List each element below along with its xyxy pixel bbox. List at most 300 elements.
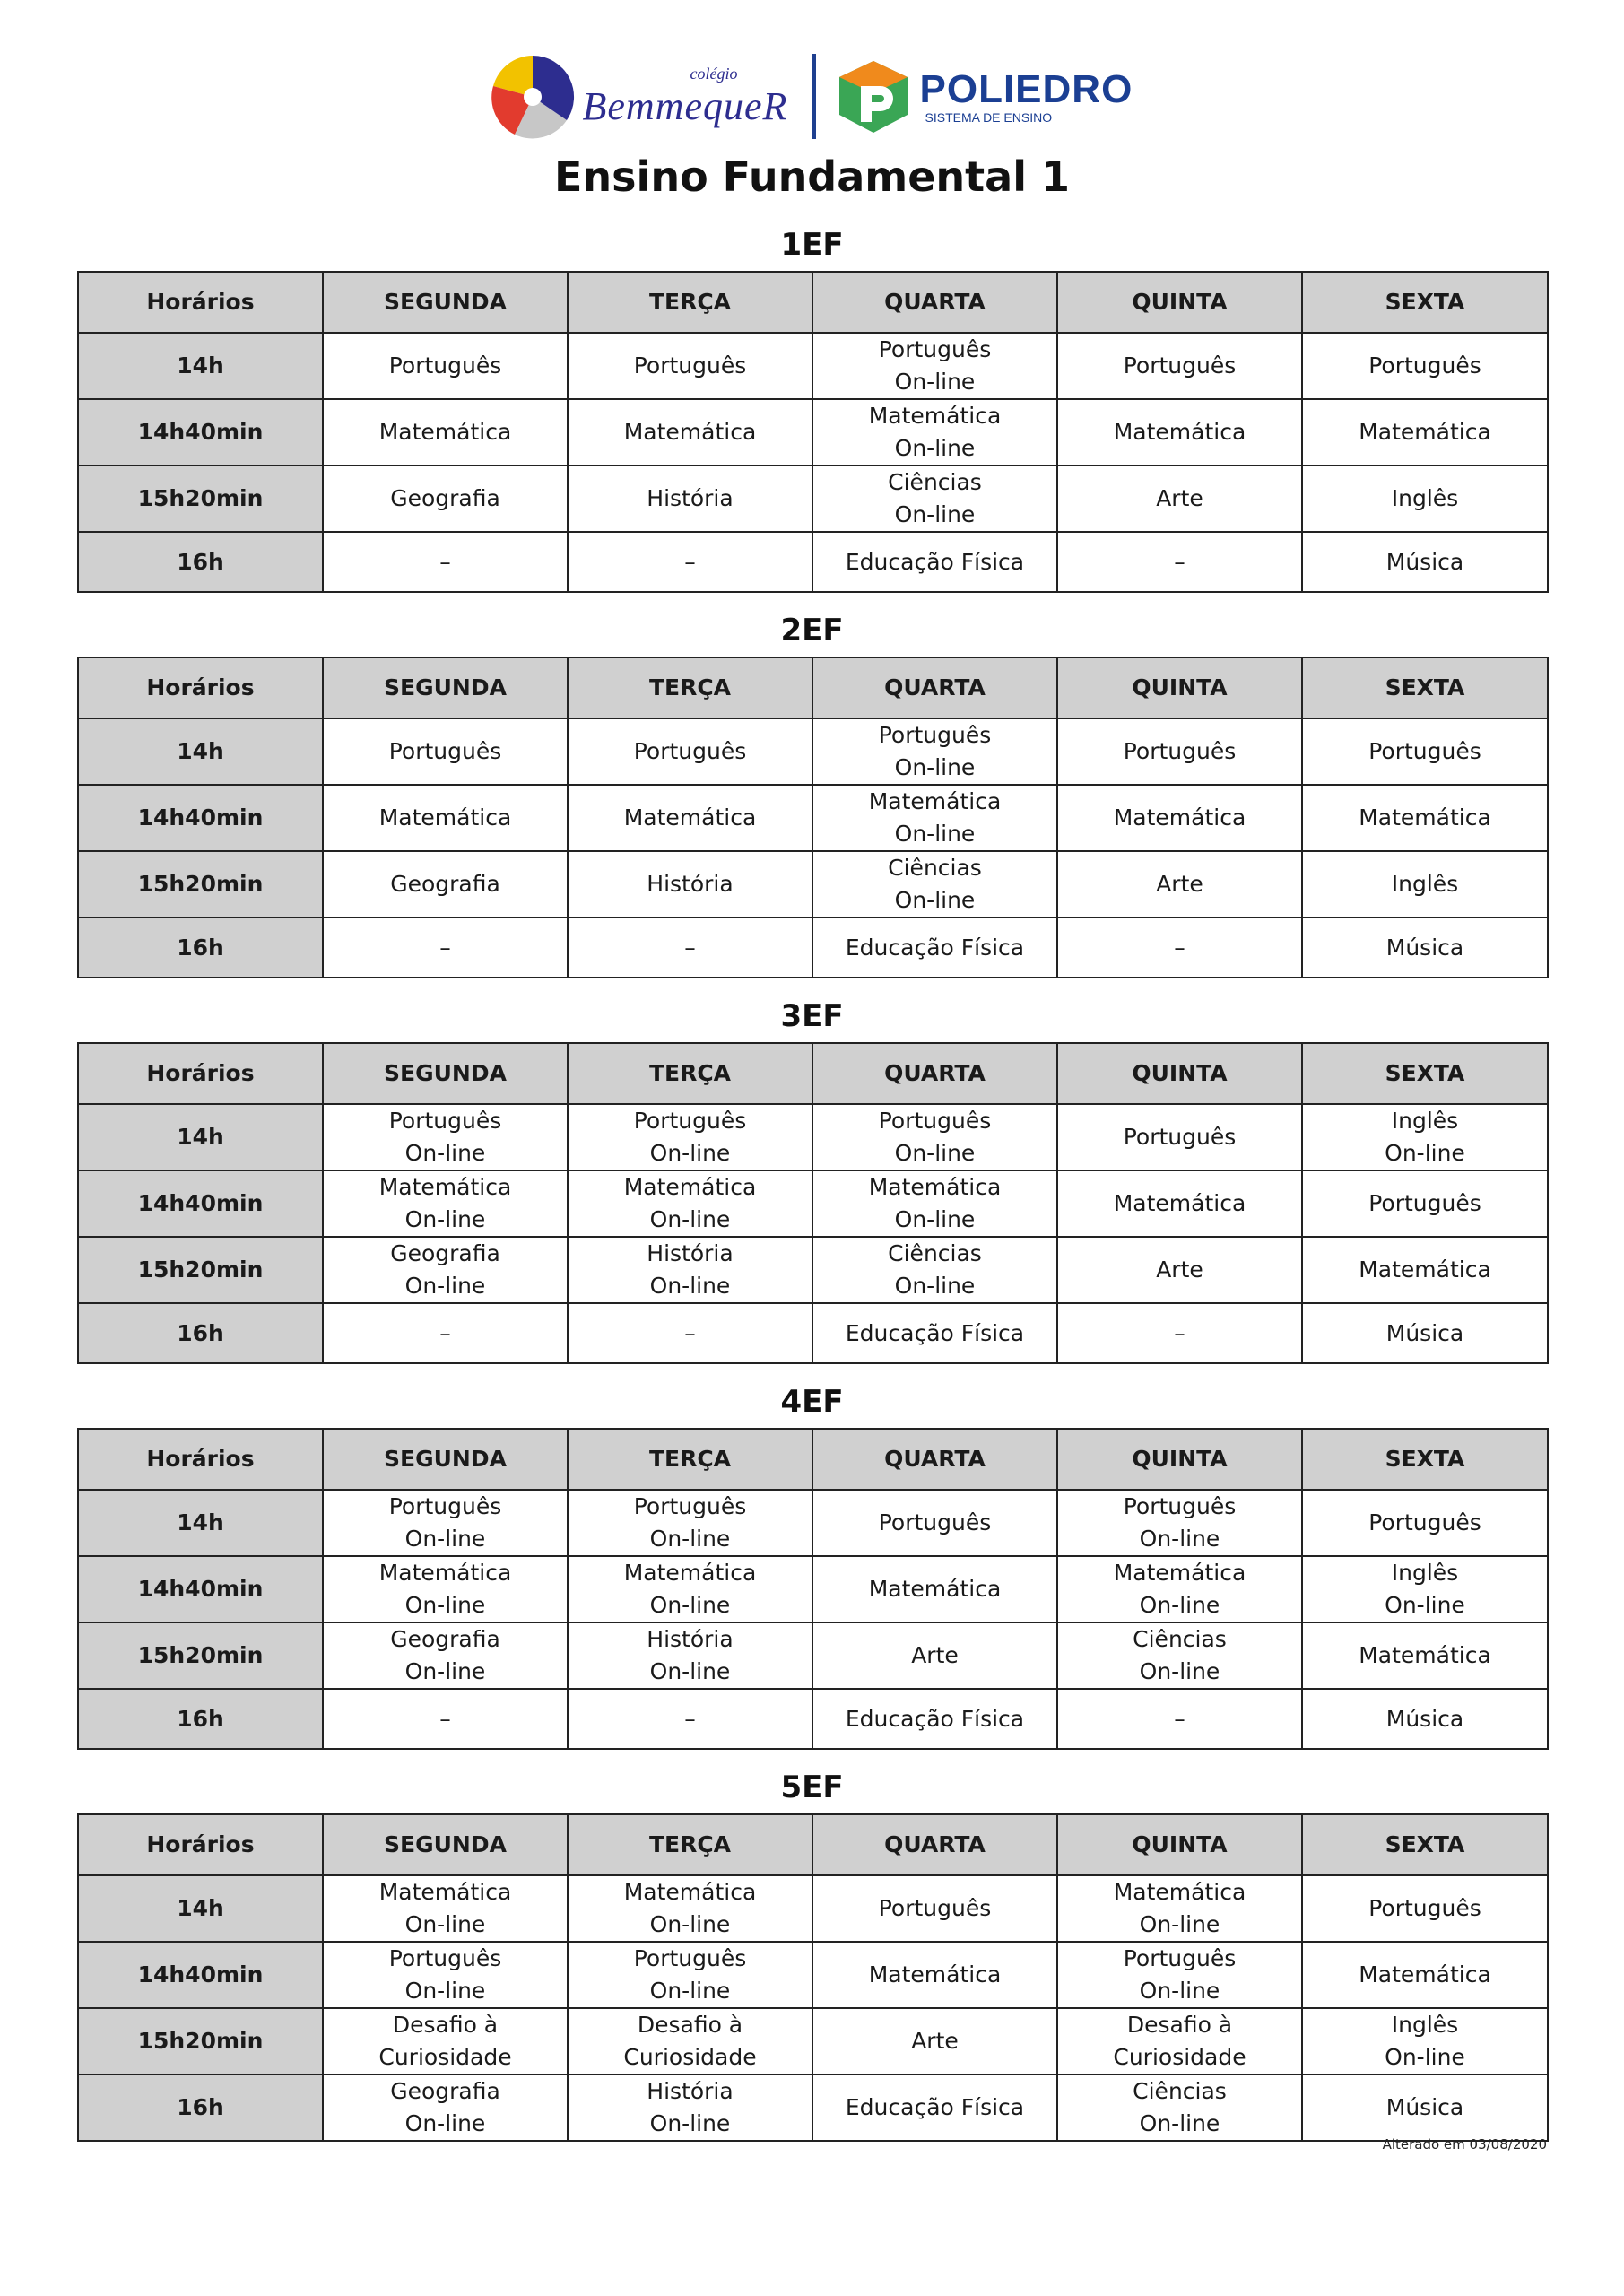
modality-text: Curiosidade [378,2044,512,2070]
class-cell [568,1170,812,1237]
subject-text: Inglês [1391,485,1459,511]
subject-text: Música [1385,934,1464,961]
class-cell [1302,1490,1548,1556]
subject-text: Música [1385,2094,1464,2120]
time-slot: 15h20min [78,2008,323,2074]
class-cell [1302,333,1548,399]
modality-text: On-line [404,1526,486,1552]
subject-text: Desafio à [637,2012,743,2038]
subject-text: Matemática [868,788,1002,814]
column-header-time: Horários [78,1814,323,1875]
subject-text: Português [1123,1124,1237,1150]
subject-text: Matemática [868,403,1002,429]
subject-text: Português [1368,1190,1481,1216]
subject-text: Português [633,738,747,764]
class-cell [323,1104,568,1170]
class-cell [323,1490,568,1556]
subject-text: Ciências [1133,2078,1227,2104]
table-row [78,851,1548,918]
class-cell [1302,1875,1548,1942]
column-header-time: Horários [78,1429,323,1490]
table-row [78,1104,1548,1170]
class-cell [812,333,1057,399]
table-row [78,1875,1548,1942]
class-cell [1057,851,1302,918]
class-cell [568,1622,812,1689]
table-row [78,1170,1548,1237]
subject-text: Inglês [1391,1108,1459,1134]
class-cell [812,1689,1057,1749]
subject-text: Matemática [378,1174,512,1200]
subject-text: Arte [911,1642,959,1668]
class-cell [1057,532,1302,592]
class-cell [1057,333,1302,399]
modality-text: On-line [1139,1526,1220,1552]
subject-text: Inglês [1391,871,1459,897]
column-header-day: QUINTA [1057,657,1302,718]
table-row [78,1942,1548,2008]
subject-text: – [439,1319,451,1346]
section-title: 5EF [780,1770,844,1805]
subject-text: Matemática [623,1174,757,1200]
poliedro-logo [836,39,1141,155]
modality-text: On-line [404,1273,486,1299]
header-row [78,1429,1548,1490]
subject-text: – [684,934,696,961]
class-cell [1302,1556,1548,1622]
table-row [78,399,1548,465]
modality-text: On-line [894,887,976,913]
subject-text: Geografia [390,1626,500,1652]
header-row [78,657,1548,718]
subject-text: Educação Física [845,548,1025,575]
class-cell [1057,465,1302,532]
time-slot: 14h [78,1104,323,1170]
column-header-day: QUARTA [812,657,1057,718]
subject-text: Matemática [1359,1257,1491,1283]
subject-text: – [684,1705,696,1732]
subject-text: – [684,548,696,575]
class-cell [1302,1689,1548,1749]
header-row [78,1814,1548,1875]
table-row [78,2008,1548,2074]
subject-text: Inglês [1391,1560,1459,1586]
class-cell [323,1303,568,1363]
subject-text: Matemática [623,419,757,445]
modality-text: On-line [404,1592,486,1618]
time-slot: 14h40min [78,1942,323,2008]
class-cell [568,1875,812,1942]
column-header-day: QUARTA [812,1429,1057,1490]
class-cell [812,1303,1057,1363]
time-slot: 15h20min [78,1237,323,1303]
class-cell [323,1622,568,1689]
time-slot: 16h [78,918,323,978]
class-cell [1057,1942,1302,2008]
modality-text: On-line [649,1978,731,2004]
class-cell [1302,2074,1548,2141]
subject-text: Educação Física [845,934,1025,961]
class-cell [1302,1170,1548,1237]
subject-text: Geografia [390,485,500,511]
column-header-day: SEGUNDA [323,1814,568,1875]
time-slot: 15h20min [78,465,323,532]
class-cell [1057,1689,1302,1749]
poliedro-p-icon [836,59,911,135]
column-header-day: QUINTA [1057,272,1302,333]
column-header-day: QUINTA [1057,1814,1302,1875]
column-header-day: SEXTA [1302,1043,1548,1104]
time-slot: 14h [78,1490,323,1556]
class-cell [323,1689,568,1749]
modality-text: On-line [649,1592,731,1618]
subject-text: Ciências [888,1240,982,1266]
subject-text: – [1174,934,1185,961]
class-cell [1302,2008,1548,2074]
column-header-day: QUARTA [812,1814,1057,1875]
section-title: 1EF [780,227,844,263]
time-slot: 15h20min [78,1622,323,1689]
table-row [78,2074,1548,2141]
class-cell [812,532,1057,592]
subject-text: Matemática [1113,1190,1246,1216]
subject-text: Geografia [390,871,500,897]
class-cell [323,718,568,785]
class-cell [812,1237,1057,1303]
subject-text: Português [388,352,502,378]
class-cell [568,532,812,592]
class-cell [812,2008,1057,2074]
modality-text: On-line [1139,2110,1220,2136]
time-slot: 14h [78,718,323,785]
class-cell [1057,1490,1302,1556]
subject-text: Português [1368,1895,1481,1921]
class-cell [1057,918,1302,978]
table-row [78,1556,1548,1622]
subject-text: Matemática [378,419,512,445]
subject-text: Matemática [378,1879,512,1905]
subject-text: – [1174,548,1185,575]
subject-text: Português [633,1945,747,1971]
class-cell [1057,718,1302,785]
class-cell [1057,1622,1302,1689]
column-header-day: TERÇA [568,1814,812,1875]
class-cell [1302,718,1548,785]
logo-left-big: BemmequeR [582,83,788,128]
column-header-time: Horários [78,1043,323,1104]
subject-text: Ciências [888,469,982,495]
table-row [78,1303,1548,1363]
table-row [78,333,1548,399]
column-header-day: SEGUNDA [323,1043,568,1104]
column-header-day: TERÇA [568,657,812,718]
subject-text: Matemática [1113,804,1246,831]
class-cell [1302,1303,1548,1363]
subject-text: Português [1368,738,1481,764]
modality-text: On-line [1139,1592,1220,1618]
subject-text: Português [388,738,502,764]
class-cell [1302,1104,1548,1170]
subject-text: Geografia [390,1240,500,1266]
subject-text: Português [1123,1493,1237,1519]
subject-text: Desafio à [1126,2012,1233,2038]
modality-text: On-line [649,1526,731,1552]
subject-text: Inglês [1391,2012,1459,2038]
subject-text: Português [1368,1509,1481,1535]
class-cell [812,1942,1057,2008]
class-cell [568,1490,812,1556]
logo-bar [484,36,1143,157]
time-slot: 14h40min [78,1170,323,1237]
subject-text: Português [1123,738,1237,764]
class-cell [812,1875,1057,1942]
subject-text: Ciências [888,855,982,881]
subject-text: Matemática [1113,1879,1246,1905]
time-slot: 16h [78,1303,323,1363]
subject-text: Geografia [390,2078,500,2104]
modality-text: On-line [404,2110,486,2136]
time-slot: 14h40min [78,399,323,465]
class-cell [568,1237,812,1303]
class-cell [323,1556,568,1622]
class-cell [1057,1104,1302,1170]
bemmequer-flower-icon [488,52,578,142]
class-cell [812,1170,1057,1237]
class-cell [812,1104,1057,1170]
subject-text: – [439,548,451,575]
subject-text: Português [878,1509,992,1535]
class-cell [568,1689,812,1749]
table-row [78,718,1548,785]
modality-text: On-line [649,1206,731,1232]
subject-text: Português [1123,1945,1237,1971]
subject-text: Arte [1156,1257,1203,1283]
modality-text: On-line [649,1140,731,1166]
time-slot: 15h20min [78,851,323,918]
class-cell [323,1875,568,1942]
subject-text: Português [1123,352,1237,378]
class-cell [323,851,568,918]
subject-text: Português [388,1493,502,1519]
column-header-day: SEGUNDA [323,272,568,333]
class-cell [1302,1622,1548,1689]
schedule-table [77,1042,1549,1364]
class-cell [568,718,812,785]
modality-text: On-line [1385,2044,1465,2070]
table-row [78,785,1548,851]
class-cell [1057,1237,1302,1303]
column-header-day: SEXTA [1302,657,1548,718]
column-header-day: QUARTA [812,272,1057,333]
subject-text: – [1174,1319,1185,1346]
modality-text: On-line [404,1911,486,1937]
class-cell [812,1490,1057,1556]
class-cell [812,1556,1057,1622]
subject-text: Música [1385,1319,1464,1346]
class-cell [812,718,1057,785]
schedule-table [77,271,1549,593]
logo-right-small: SISTEMA DE ENSINO [925,109,1053,125]
column-header-time: Horários [78,272,323,333]
class-cell [1302,1942,1548,2008]
class-cell [568,2074,812,2141]
section-title: 4EF [780,1384,844,1420]
class-cell [568,1303,812,1363]
bemmequer-logo [488,39,793,155]
time-slot: 16h [78,2074,323,2141]
subject-text: – [439,1705,451,1732]
subject-text: Arte [911,2028,959,2054]
class-cell [812,851,1057,918]
class-cell [1302,785,1548,851]
class-cell [323,465,568,532]
class-cell [323,333,568,399]
modality-text: On-line [894,501,976,527]
class-cell [323,532,568,592]
subject-text: Português [878,1895,992,1921]
subject-text: Matemática [623,1879,757,1905]
column-header-day: TERÇA [568,1043,812,1104]
column-header-day: SEXTA [1302,1814,1548,1875]
subject-text: Português [1368,352,1481,378]
class-cell [323,918,568,978]
class-cell [323,1170,568,1237]
subject-text: Português [633,1108,747,1134]
class-cell [812,918,1057,978]
logo-right-big: POLIEDRO [919,66,1133,111]
section-title: 3EF [780,998,844,1034]
subject-text: Matemática [1359,804,1491,831]
class-cell [1057,785,1302,851]
class-cell [1302,465,1548,532]
class-cell [568,2008,812,2074]
subject-text: Matemática [868,1576,1002,1602]
subject-text: História [647,871,734,897]
subject-text: Educação Física [845,1705,1025,1732]
subject-text: Matemática [623,804,757,831]
class-cell [1057,1170,1302,1237]
subject-text: Ciências [1133,1626,1227,1652]
modality-text: On-line [404,1978,486,2004]
subject-text: Português [388,1945,502,1971]
column-header-day: QUINTA [1057,1043,1302,1104]
table-row [78,532,1548,592]
column-header-day: TERÇA [568,1429,812,1490]
class-cell [812,785,1057,851]
modality-text: On-line [649,1911,731,1937]
class-cell [1302,532,1548,592]
subject-text: Português [878,1108,992,1134]
modality-text: On-line [1139,1658,1220,1684]
modality-text: On-line [1139,1911,1220,1937]
class-cell [1302,918,1548,978]
modality-text: On-line [894,369,976,395]
class-cell [323,2074,568,2141]
logo-left-small: colégio [690,64,738,83]
modality-text: On-line [894,1273,976,1299]
modality-text: On-line [1385,1140,1465,1166]
header-row [78,1043,1548,1104]
column-header-time: Horários [78,657,323,718]
column-header-day: QUINTA [1057,1429,1302,1490]
subject-text: – [684,1319,696,1346]
class-cell [812,465,1057,532]
class-cell [1057,399,1302,465]
column-header-day: SEXTA [1302,1429,1548,1490]
modality-text: On-line [894,435,976,461]
time-slot: 16h [78,532,323,592]
class-cell [1057,1556,1302,1622]
subject-text: História [647,485,734,511]
subject-text: Matemática [1359,1642,1491,1668]
header-row [78,272,1548,333]
modality-text: On-line [894,1140,976,1166]
page-title: Ensino Fundamental 1 [554,152,1070,201]
subject-text: Matemática [1359,419,1491,445]
class-cell [568,785,812,851]
table-row [78,1237,1548,1303]
table-row [78,1490,1548,1556]
subject-text: Matemática [1113,1560,1246,1586]
subject-text: Matemática [378,804,512,831]
schedule-table [77,657,1549,978]
class-cell [323,1942,568,2008]
subject-text: História [647,1626,734,1652]
subject-text: Português [633,1493,747,1519]
logo-divider [812,54,816,139]
last-modified-note: Alterado em 03/08/2020 [1382,2136,1547,2152]
subject-text: Matemática [868,1961,1002,1987]
class-cell [1302,1237,1548,1303]
class-cell [568,465,812,532]
time-slot: 14h [78,333,323,399]
modality-text: On-line [404,1658,486,1684]
table-row [78,1622,1548,1689]
subject-text: Matemática [623,1560,757,1586]
column-header-day: SEGUNDA [323,1429,568,1490]
time-slot: 14h40min [78,785,323,851]
class-cell [568,918,812,978]
class-cell [812,1622,1057,1689]
class-cell [1057,1875,1302,1942]
modality-text: On-line [404,1140,486,1166]
column-header-day: SEXTA [1302,272,1548,333]
class-cell [323,2008,568,2074]
class-cell [1302,399,1548,465]
schedule-table [77,1813,1549,2142]
class-cell [1057,2074,1302,2141]
time-slot: 14h40min [78,1556,323,1622]
class-cell [323,1237,568,1303]
subject-text: Arte [1156,485,1203,511]
class-cell [568,1556,812,1622]
modality-text: On-line [649,1273,731,1299]
subject-text: Matemática [868,1174,1002,1200]
column-header-day: SEGUNDA [323,657,568,718]
subject-text: História [647,2078,734,2104]
schedule-table [77,1428,1549,1750]
subject-text: Matemática [1359,1961,1491,1987]
subject-text: Educação Física [845,1319,1025,1346]
subject-text: – [1174,1705,1185,1732]
class-cell [1057,2008,1302,2074]
subject-text: Matemática [1113,419,1246,445]
modality-text: On-line [649,1658,731,1684]
class-cell [323,785,568,851]
modality-text: On-line [1139,1978,1220,2004]
subject-text: História [647,1240,734,1266]
subject-text: Português [878,336,992,362]
